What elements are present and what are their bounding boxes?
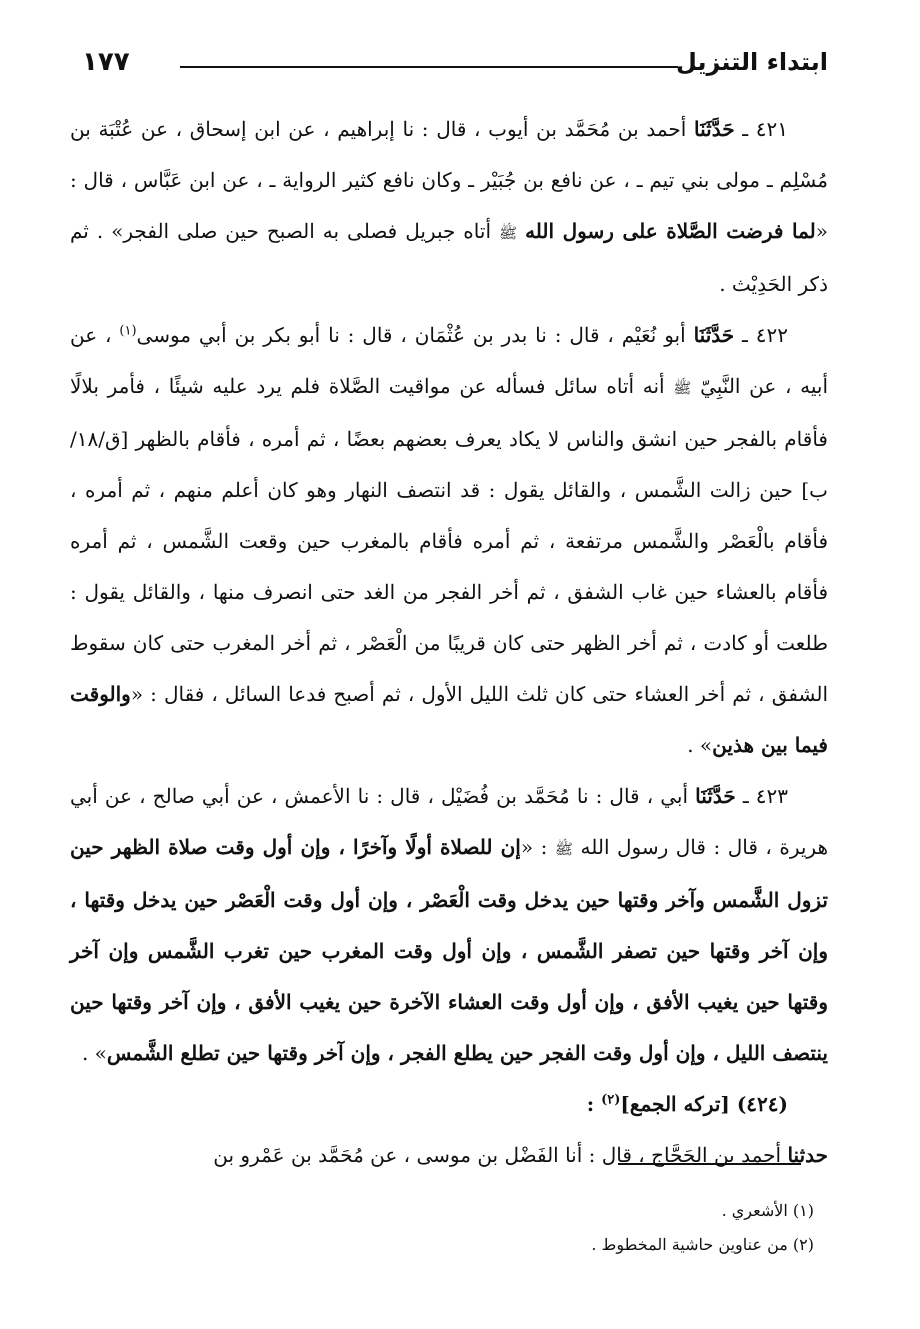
hadith-number: ٤٢١ ـ <box>742 117 789 141</box>
hadith-text: » . <box>687 733 713 757</box>
hadith-421 <box>70 104 828 310</box>
footnote-ref-2[interactable]: (٢) <box>601 1092 621 1108</box>
page-number: ١٧٧ <box>82 47 130 77</box>
hadith-text: : « <box>520 835 548 859</box>
hadith-text: ، عن أبيه ، عن النَّبِيّ <box>70 323 829 398</box>
page-header <box>70 42 828 88</box>
footnotes <box>70 1194 814 1262</box>
hadith-text: » . <box>81 1041 107 1065</box>
footnote-1: (١) الأشعري . <box>721 1201 814 1220</box>
hadith-number: ٤٢٣ ـ <box>742 784 788 808</box>
hadith-423 <box>70 771 828 1079</box>
narration-intro: حَدَّثَنَا <box>693 323 735 347</box>
heading-colon: : <box>586 1092 595 1116</box>
section-heading-text: (٤٢٤) [تركه الجمع] <box>620 1092 788 1116</box>
section-heading-424 <box>70 1079 828 1130</box>
honorific-glyph: ﷺ <box>673 379 692 397</box>
honorific-glyph: ﷺ <box>498 224 518 242</box>
hadith-text: أبي ، قال : نا مُحَمَّد بن فُضَيْل ، قال : نا الأعمش ، عن أبي صالح ، عن أبي هريرة ، قال : قال رسول الله <box>70 784 829 859</box>
hadith-bold-text: إن للصلاة أولًا وآخرًا ، وإن أول وقت صلاة الظهر حين تزول الشَّمس وآخر وقتها حين يدخل وقت الْعَصْر ، وإن أول وقت الْعَصْر حين يدخل وقتها ، وإن آخر وقتها حين تصفر الشَّمس ، وإن أول وقت المغرب حين تغرب الشَّمس وإن آخر وقتها حين يغيب الأفق ، وإن أول وقت العشاء الآخرة حين يغيب الأفق ، وإن آخر وقتها حين ينتصف الليل ، وإن أول وقت الفجر حين يطلع الفجر ، وإن آخر وقتها حين تطلع الشَّمس <box>70 835 828 1065</box>
hadith-424 <box>70 1130 828 1181</box>
footnote-2: (٢) من عناوين حاشية المخطوط . <box>591 1235 814 1254</box>
hadith-text: أحمد بن مُحَمَّد بن أيوب ، قال : نا إبراهيم ، عن ابن إسحاق ، عن عُتْبَة بن مُسْلِم ـ مولى بني تيم ـ ، عن نافع بن جُبَيْر ـ وكان نافع كثير الرواية ـ ، عن ابن عَبَّاس ، قال : « <box>70 117 829 243</box>
hadith-bold-text: لما فرضت الصَّلاة على رسول الله <box>525 219 816 243</box>
narration-intro: حدثنا <box>787 1143 828 1167</box>
running-title: ابتداء التنزيل <box>676 48 828 76</box>
narration-intro: حَدَّثَنَا <box>694 117 735 141</box>
footnote-ref-1[interactable]: (١) <box>119 323 137 339</box>
hadith-text: أنه أتاه سائل فسأله عن مواقيت الصَّلاة فلم يرد عليه شيئًا ، فأمر بلالًا فأقام بالفجر حين انشق والناس لا يكاد يعرف بعضهم بعضًا ، ثم أمره ، فأقام بالظهر [ق/١٨/ب] حين زالت الشَّمس ، والقائل يقول : قد انتصف النهار وهو كان أعلم منهم ، ثم أمره ، فأقام بالْعَصْر والشَّمس مرتفعة ، ثم أمره فأقام بالمغرب حين وقعت الشَّمس ، ثم أمره فأقام بالعشاء حين غاب الشفق ، ثم أخر الفجر من الغد حتى انصرف منها ، والقائل يقول : طلعت أو كادت ، ثم أخر الظهر حتى كان قريبًا من الْعَصْر ، ثم أخر المغرب حتى كان سقوط الشفق ، ثم أخر العشاء حتى كان ثلث الليل الأول ، ثم أصبح فدعا السائل ، فقال : « <box>70 374 828 706</box>
header-rule <box>180 66 678 68</box>
main-text <box>70 104 828 1181</box>
honorific-glyph: ﷺ <box>554 840 573 858</box>
narration-intro: حَدَّثَنَا <box>695 784 736 808</box>
hadith-number: ٤٢٢ ـ <box>742 323 788 347</box>
hadith-text: أبو نُعَيْم ، قال : نا بدر بن عُثْمَان ، قال : نا أبو بكر بن أبي موسى <box>136 323 686 347</box>
footnote-separator <box>618 1163 801 1165</box>
hadith-bold-text: والوقت فيما بين هذين <box>70 682 828 757</box>
hadith-422 <box>70 310 828 771</box>
hadith-text: أحمد بن الحَجَّاج ، قال : أنا الفَضْل بن موسى ، عن مُحَمَّد بن عَمْرو بن <box>213 1143 782 1167</box>
hadith-text: أتاه جبريل فصلى به الصبح حين صلى الفجر» . ثم ذكر الحَدِيْث . <box>70 219 828 296</box>
